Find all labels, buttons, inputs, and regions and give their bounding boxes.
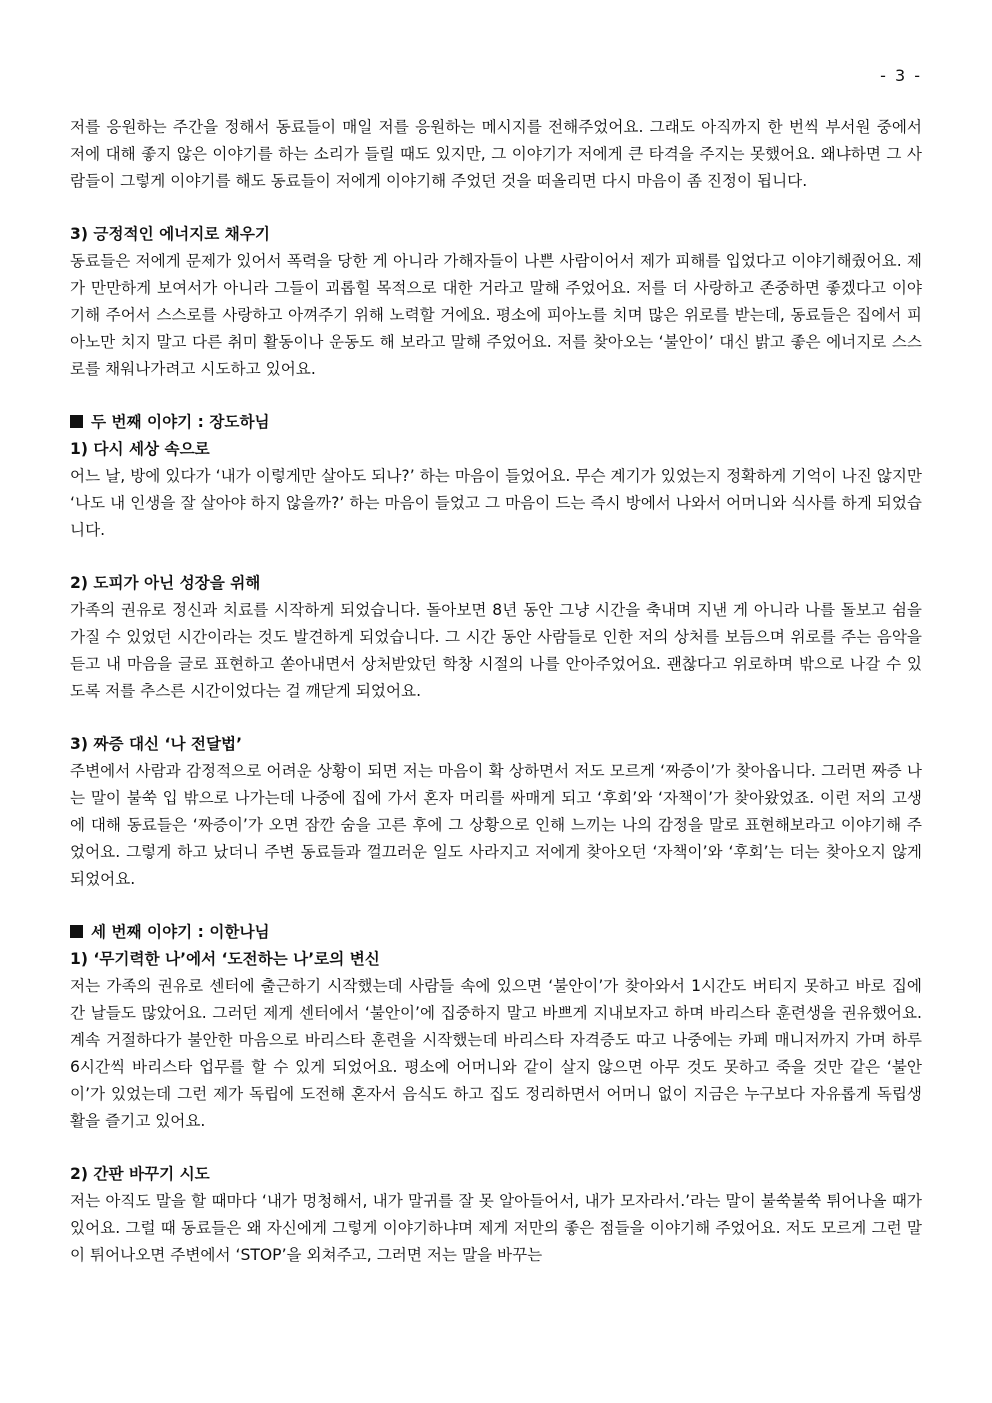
document-body [70,114,922,1269]
section-heading [70,919,922,946]
square-bullet-icon [70,415,83,428]
paragraph: 어느 날, 방에 있다가 ‘내가 이렇게만 살아도 되나?’ 하는 마음이 들었어요. 무슨 계기가 있었는지 정확하게 기억이 나진 않지만 ‘나도 내 인생을 잘 살아야 하지 않을까?’ 하는 마음이 들었고 그 마음이 드는 즉시 방에서 나와서 어머니와 식사를 하게 되었습니다. [70,467,922,539]
subheading: 3) 긍정적인 에너지로 채우기 [70,225,270,243]
section-heading [70,409,922,436]
paragraph: 동료들은 저에게 문제가 있어서 폭력을 당한 게 아니라 가해자들이 나쁜 사람이어서 제가 피해를 입었다고 이야기해줬어요. 제가 만만하게 보여서가 아니라 그들이 괴롭힐 목적으로 대한 거라고 말해 주었어요. 저를 더 사랑하고 존중하면 좋겠다고 이야기해 주어서 스스로를 사랑하고 아껴주기 위해 노력할 거에요. 평소에 피아노를 치며 많은 위로를 받는데, 동료들은 집에서 피아노만 치지 말고 다른 취미 활동이나 운동도 해 보라고 말해 주었어요. 저를 찾아오는 ‘불안이’ 대신 밝고 좋은 에너지로 스스로를 채워나가려고 시도하고 있어요. [70,252,922,378]
section-title: 세 번째 이야기 : 이한나님 [91,923,270,941]
paragraph: 저를 응원하는 주간을 정해서 동료들이 매일 저를 응원하는 메시지를 전해주었어요. 그래도 아직까지 한 번씩 부서원 중에서 저에 대해 좋지 않은 이야기를 하는 소리가 들릴 때도 있지만, 그 이야기가 저에게 큰 타격을 주지는 못했어요. 왜냐하면 그 사람들이 그렇게 이야기를 해도 동료들이 저에게 이야기해 주었던 것을 떠올리면 다시 마음이 좀 진정이 됩니다. [70,118,922,190]
subheading: 1) 다시 세상 속으로 [70,440,210,458]
paragraph: 저는 가족의 권유로 센터에 출근하기 시작했는데 사람들 속에 있으면 ‘불안이’가 찾아와서 1시간도 버티지 못하고 바로 집에 간 날들도 많았어요. 그러던 제게 센터에서 ‘불안이’에 집중하지 말고 바쁘게 지내보자고 하며 바리스타 훈련생을 권유했어요. 계속 거절하다가 불안한 마음으로 바리스타 훈련을 시작했는데 바리스타 자격증도 따고 나중에는 카페 매니저까지 가며 하루 6시간씩 바리스타 업무를 할 수 있게 되었어요. 평소에 어머니와 같이 살지 않으면 아무 것도 못하고 죽을 것만 같은 ‘불안이’가 있었는데 그런 제가 독립에 도전해 혼자서 음식도 하고 집도 정리하면서 어머니 없이 지금은 누구보다 자유롭게 독립생활을 즐기고 있어요. [70,977,922,1130]
paragraph: 주변에서 사람과 감정적으로 어려운 상황이 되면 저는 마음이 확 상하면서 저도 모르게 ‘짜증이’가 찾아옵니다. 그러면 짜증 나는 말이 불쑥 입 밖으로 나가는데 나중에 집에 가서 혼자 머리를 싸매게 되고 ‘후회’와 ‘자책이’가 찾아왔었죠. 이런 저의 고생에 대해 동료들은 ‘짜증이’가 오면 잠깐 숨을 고른 후에 그 상황으로 인해 느끼는 나의 감정을 말로 표현해보라고 이야기해 주었어요. 그렇게 하고 났더니 주변 동료들과 껄끄러운 일도 사라지고 저에게 찾아오던 ‘자책이’와 ‘후회’는 더는 찾아오지 않게 되었어요. [70,762,922,888]
section-title: 두 번째 이야기 : 장도하님 [91,413,270,431]
subheading: 2) 간판 바꾸기 시도 [70,1165,210,1183]
subheading: 2) 도피가 아닌 성장을 위해 [70,574,261,592]
page-number: - 3 - [880,66,922,85]
subheading: 1) ‘무기력한 나’에서 ‘도전하는 나’로의 변신 [70,950,380,968]
paragraph: 가족의 권유로 정신과 치료를 시작하게 되었습니다. 돌아보면 8년 동안 그냥 시간을 축내며 지낸 게 아니라 나를 돌보고 쉼을 가질 수 있었던 시간이라는 것도 발견하게 되었습니다. 그 시간 동안 사람들로 인한 저의 상처를 보듬으며 위로를 주는 음악을 듣고 내 마음을 글로 표현하고 쏟아내면서 상처받았던 학창 시절의 나를 안아주었어요. 괜찮다고 위로하며 밖으로 나갈 수 있도록 저를 추스른 시간이었다는 걸 깨닫게 되었어요. [70,601,922,700]
subheading: 3) 짜증 대신 ‘나 전달법’ [70,735,243,753]
paragraph: 저는 아직도 말을 할 때마다 ‘내가 멍청해서, 내가 말귀를 잘 못 알아들어서, 내가 모자라서.’라는 말이 불쑥불쑥 튀어나올 때가 있어요. 그럴 때 동료들은 왜 자신에게 그렇게 이야기하냐며 제게 저만의 좋은 점들을 이야기해 주었어요. 저도 모르게 그런 말이 튀어나오면 주변에서 ‘STOP’을 외쳐주고, 그러면 저는 말을 바꾸는 [70,1192,922,1264]
square-bullet-icon [70,925,83,938]
